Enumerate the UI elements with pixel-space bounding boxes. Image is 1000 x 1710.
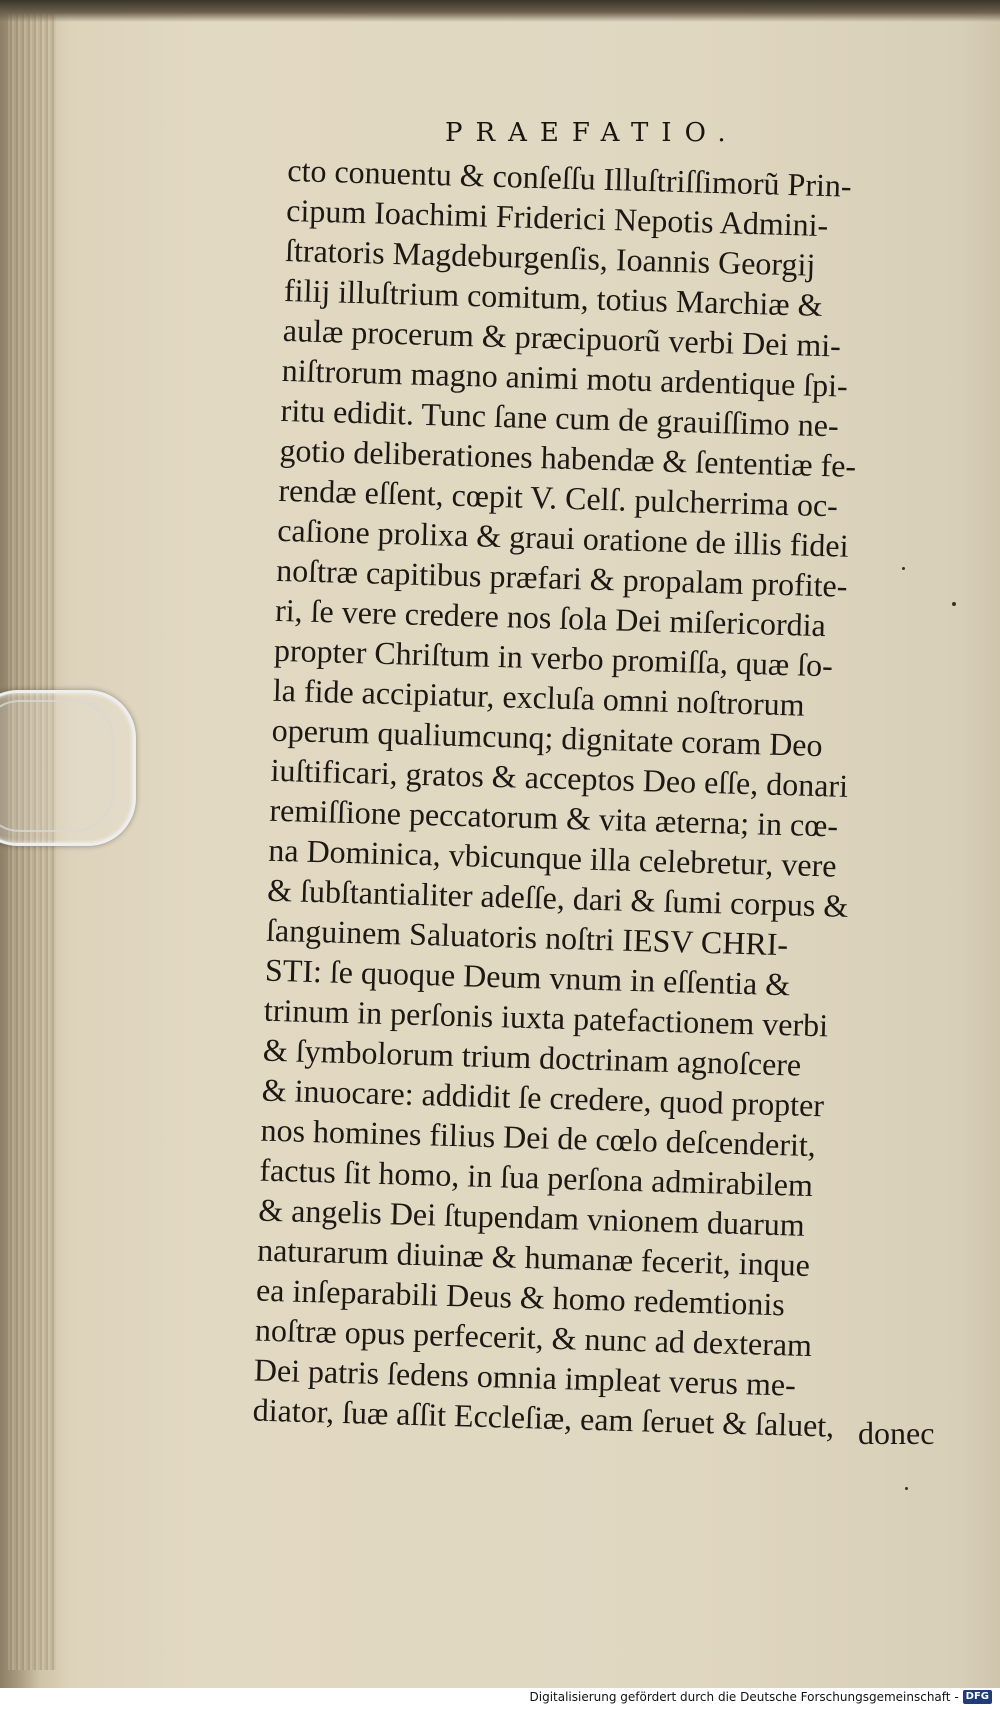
text-line: rendæ eſſent, cœpit V. Celſ. pulcherrima oc- xyxy=(278,471,839,524)
text-line: na Dominica, vbicunque illa celebretur, vere xyxy=(267,831,837,884)
text-line: & ſubſtantialiter adeſſe, dari & ſumi corpus & xyxy=(266,871,849,924)
text-line: factus ſit homo, in ſua perſona admirabilem xyxy=(259,1151,814,1204)
paper-clip-inner xyxy=(0,700,114,832)
body-text xyxy=(252,150,962,1448)
text-line: ritu edidit. Tunc ſane cum de grauiſſimo ne- xyxy=(280,391,840,444)
text-line: gotio deliberationes habendæ & ſententiæ fe- xyxy=(279,431,857,484)
ink-speck xyxy=(902,567,905,570)
text-line: noſtræ capitibus præfari & propalam profite- xyxy=(275,551,848,604)
text-line: propter Chriſtum in verbo promiſſa, quæ ſo- xyxy=(273,631,834,684)
text-line: nos homines filius Dei de cœlo deſcenderit, xyxy=(260,1111,817,1164)
text-line: noſtræ opus perfecerit, & nunc ad dexteram xyxy=(254,1311,813,1364)
text-line: diator, ſuæ aſſit Eccleſiæ, eam ſeruet & ſaluet, xyxy=(252,1391,835,1444)
text-line: Dei patris ſedens omnia impleat verus me- xyxy=(253,1351,797,1403)
text-line: ea inſeparabili Deus & homo redemtionis xyxy=(255,1271,786,1323)
footer-text: Digitalisierung gefördert durch die Deutsche Forschungsgemeinschaft - xyxy=(529,1690,959,1704)
text-line: naturarum diuinæ & humanæ fecerit, inque xyxy=(256,1231,811,1283)
text-line: STI: ſe quoque Deum vnum in eſſentia & xyxy=(264,951,791,1003)
text-line: & inuocare: addidit ſe credere, quod propter xyxy=(261,1071,825,1124)
text-line: remiſſione peccatorum & vita æterna; in cœ- xyxy=(269,791,839,844)
text-line: la fide accipiatur, excluſa omni noſtrorum xyxy=(272,671,806,723)
text-line: iuſtificari, gratos & acceptos Deo eſſe, donari xyxy=(270,751,849,804)
top-shadow xyxy=(0,0,1000,22)
text-line: cipum Ioachimi Friderici Nepotis Admini- xyxy=(285,191,829,244)
text-line: ri, ſe vere credere nos ſola Dei miſericordia xyxy=(274,591,827,644)
catchword: donec xyxy=(858,1415,935,1451)
text-line: caſione prolixa & graui oratione de illis fidei xyxy=(276,511,850,564)
text-line: ſanguinem Saluatoris noſtri IESV CHRI- xyxy=(265,911,789,963)
text-line: cto conuentu & conſeſſu Illuſtriſſimorũ Prin- xyxy=(286,151,853,204)
running-header: PRAEFATIO. xyxy=(445,118,739,148)
text-line: & angelis Dei ſtupendam vnionem duarum xyxy=(257,1191,806,1243)
text-line: filij illuſtrium comitum, totius Marchiæ & xyxy=(283,271,824,323)
digitization-footer xyxy=(530,1690,993,1704)
text-line: operum qualiumcunq; dignitate coram Deo xyxy=(271,711,824,764)
text-line: trinum in perſonis iuxta patefactionem verbi xyxy=(263,991,829,1044)
text-line: ſtratoris Magdeburgenſis, Ioannis Georgij xyxy=(284,231,816,283)
ink-speck xyxy=(952,602,956,606)
text-line: & ſymbolorum trium doctrinam agnoſcere xyxy=(262,1031,802,1083)
text-line: niſtrorum magno animi motu ardentique ſpi- xyxy=(281,351,849,404)
text-line: aulæ procerum & præcipuorũ verbi Dei mi- xyxy=(282,311,842,364)
ink-speck xyxy=(905,1487,908,1490)
dfg-logo: DFG xyxy=(963,1690,992,1704)
